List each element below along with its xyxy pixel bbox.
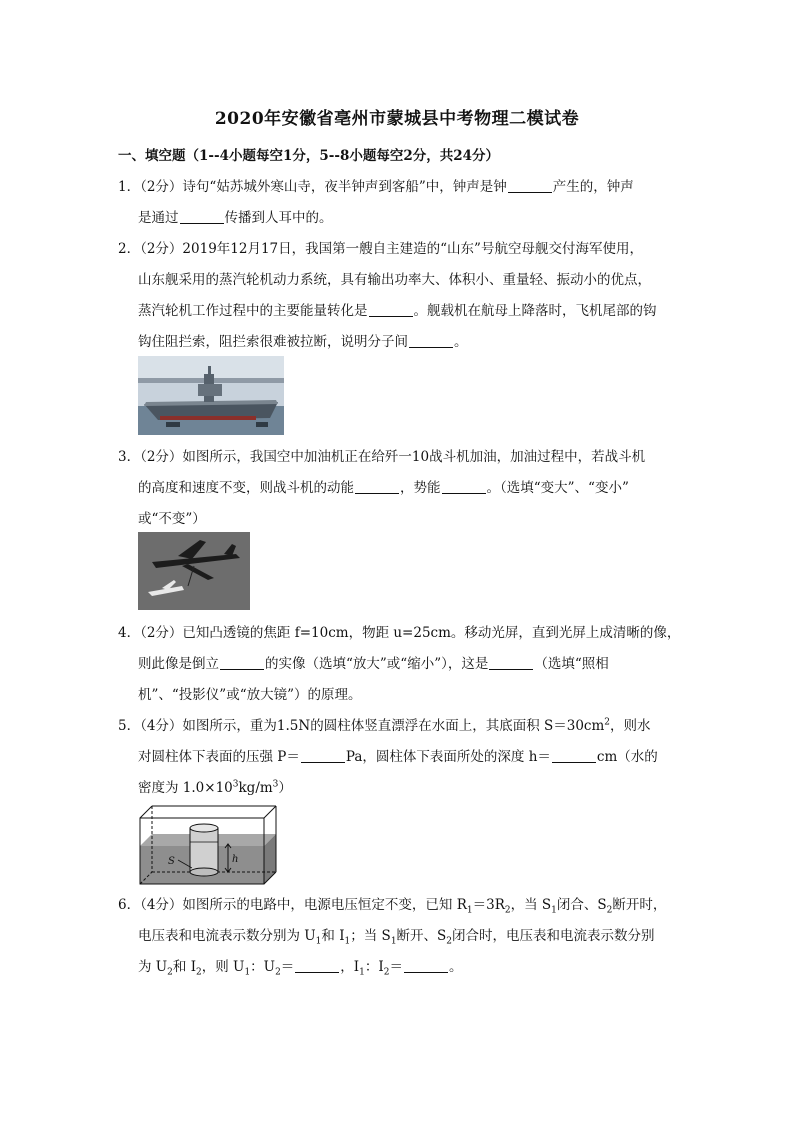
answer-blank[interactable]	[301, 748, 345, 763]
answer-blank[interactable]	[508, 178, 552, 193]
question-4-line-1: 4．（2分）已知凸透镜的焦距 f=10cm，物距 u=25cm。移动光屏，直到光屏上成清晰的像，	[118, 625, 681, 641]
question-4-line-2: 则此像是倒立 的实像（选填“放大”或“缩小”），这是 （选填“照相	[138, 656, 609, 672]
question-1	[118, 172, 678, 234]
question-6-line-1: 6．（4分）如图所示的电路中，电源电压恒定不变，已知 $R_1=3R_2$，当 $S_1$闭合、$S_2$断开时，	[118, 897, 667, 916]
answer-blank[interactable]	[220, 655, 264, 670]
question-3	[118, 442, 678, 535]
question-2-line-1: 2．（2分）2019年12月17日，我国第一艘自主建造的“山东”号航空母舰交付海军使用，	[118, 241, 643, 257]
aircraft-carrier-photo	[138, 356, 284, 435]
question-4-line-3: 机”、“投影仪”或“放大镜”）的原理。	[138, 687, 362, 703]
answer-blank[interactable]	[369, 302, 413, 317]
question-5-line-2: 对圆柱体下表面的压强 P＝ Pa，圆柱体下表面所处的深度 h＝ cm（水的	[138, 749, 658, 765]
answer-blank[interactable]	[489, 655, 533, 670]
answer-blank[interactable]	[442, 479, 486, 494]
question-3-line-1: 3．（2分）如图所示，我国空中加油机正在给歼一10战斗机加油，加油过程中，若战斗机	[118, 449, 646, 465]
aerial-refueling-photo	[138, 532, 250, 610]
question-5-line-3: 密度为 $1.0\times 10^3kg/m^3$）	[138, 779, 292, 796]
answer-blank[interactable]	[409, 333, 453, 348]
question-2-line-4: 钩住阻拦索，阻拦索很难被拉断，说明分子间 。	[138, 334, 468, 350]
floating-cylinder-diagram	[138, 804, 280, 888]
page-title: 2020年安徽省亳州市蒙城县中考物理二模试卷	[214, 109, 580, 129]
answer-blank[interactable]	[355, 479, 399, 494]
label-s: S	[168, 856, 175, 867]
answer-blank[interactable]	[180, 209, 224, 224]
section-heading: 一、填空题（1--4小题每空1分，5--8小题每空2分，共24分）	[118, 148, 500, 164]
answer-blank[interactable]	[552, 748, 596, 763]
question-1-line-2: 是通过 传播到人耳中的。	[138, 210, 333, 226]
answer-blank[interactable]	[404, 958, 448, 973]
question-3-line-3: 或“不变”）	[138, 511, 206, 527]
question-2-line-2: 山东舰采用的蒸汽轮机动力系统，具有输出功率大、体积小、重量轻、振动小的优点，	[138, 272, 651, 288]
question-2	[118, 234, 678, 358]
question-6-line-3: 为 $U_2$和 $I_2$，则 $U_1$：$U_2=$ ，$I_1$：$I_2=$ 。	[138, 959, 463, 978]
question-2-line-3: 蒸汽轮机工作过程中的主要能量转化是 。舰载机在航母上降落时，飞机尾部的钩	[138, 303, 657, 319]
question-5-line-1: 5．（4分）如图所示，重为1.5N的圆柱体竖直漂浮在水面上，其底面积 $S=30cm^2$，则水	[118, 717, 651, 734]
question-3-line-2: 的高度和速度不变，则战斗机的动能 ，势能 。（选填“变大”、“变小”	[138, 480, 629, 496]
question-4	[118, 618, 681, 711]
label-h: h	[232, 854, 239, 865]
question-1-line-1: 1．（2分）诗句“姑苏城外寒山寺，夜半钟声到客船”中，钟声是钟 产生的，钟声	[118, 179, 634, 195]
question-6-line-2: 电压表和电流表示数分别为 $U_1$和 $I_1$；当 $S_1$断开、$S_2$闭合时，电压表和电流表示数分别	[138, 928, 655, 947]
answer-blank[interactable]	[295, 958, 339, 973]
question-5	[118, 711, 678, 804]
question-6	[118, 890, 678, 983]
